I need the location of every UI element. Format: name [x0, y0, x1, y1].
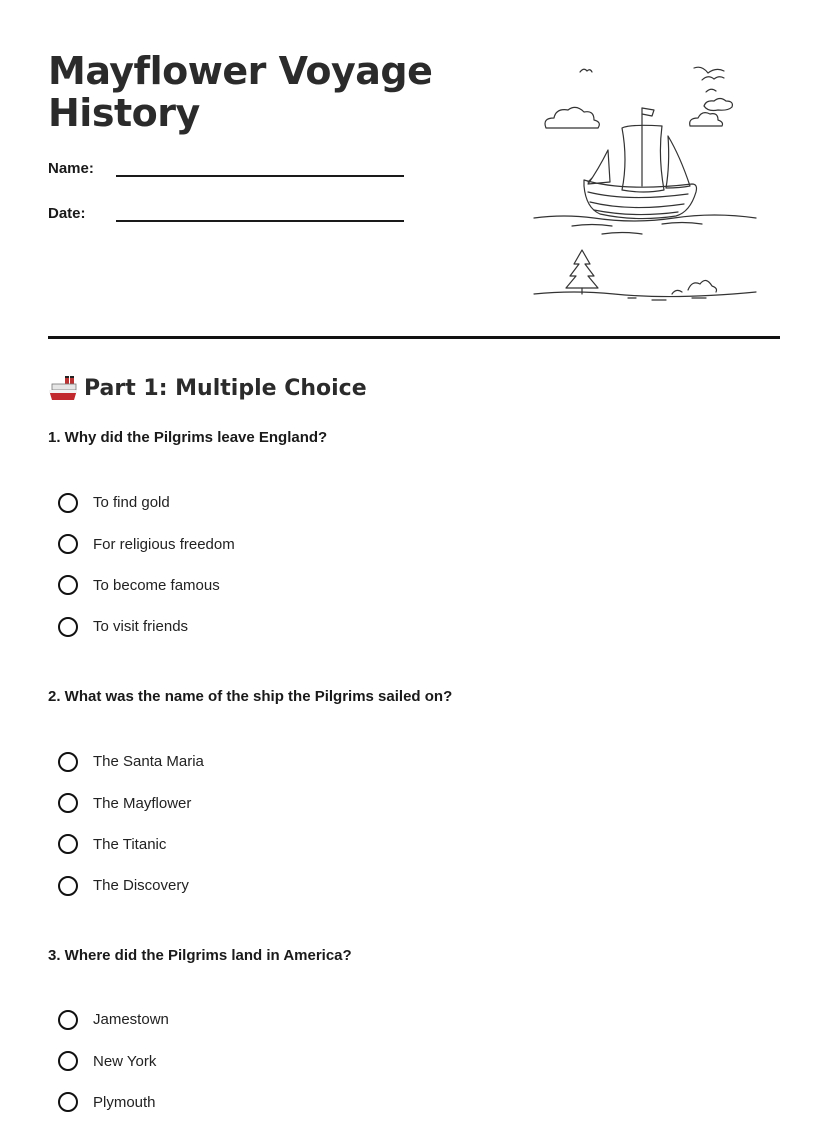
- answer-option[interactable]: [58, 1082, 169, 1123]
- mayflower-ship-illustration: [532, 58, 762, 308]
- question-2: 2. What was the name of the ship the Pilgrims sailed on?: [48, 688, 453, 705]
- answer-option[interactable]: [58, 741, 204, 782]
- name-field[interactable]: [48, 160, 404, 177]
- radio-button[interactable]: [58, 834, 78, 854]
- option-label: To visit friends: [93, 618, 189, 636]
- question-3: 3. Where did the Pilgrims land in America?: [48, 947, 352, 964]
- ship-hull: [584, 180, 697, 219]
- option-label: The Titanic: [93, 835, 167, 853]
- radio-button[interactable]: [58, 575, 78, 595]
- question-1-options: [58, 482, 235, 648]
- answer-option[interactable]: [58, 523, 235, 564]
- cloud-icon: [545, 99, 732, 129]
- bird-icon: [580, 67, 724, 92]
- ship-sails: [588, 108, 690, 192]
- option-label: New York: [93, 1052, 157, 1070]
- worksheet-title: Mayflower Voyage History: [48, 49, 433, 135]
- option-label: To find gold: [93, 494, 170, 512]
- radio-button[interactable]: [58, 534, 78, 554]
- question-1: 1. Why did the Pilgrims leave England?: [48, 429, 328, 446]
- option-label: Plymouth: [93, 1093, 156, 1111]
- name-line[interactable]: [116, 163, 404, 177]
- option-label: The Santa Maria: [93, 753, 204, 771]
- radio-button[interactable]: [58, 876, 78, 896]
- ship-icon: [48, 374, 78, 402]
- radio-button[interactable]: [58, 793, 78, 813]
- date-label: Date:: [48, 205, 86, 222]
- radio-button[interactable]: [58, 1051, 78, 1071]
- part1-heading: [48, 374, 367, 402]
- date-field[interactable]: [48, 205, 404, 222]
- waves: [534, 215, 756, 234]
- answer-option[interactable]: [58, 606, 235, 647]
- answer-option[interactable]: [58, 565, 235, 606]
- part1-title: Part 1: Multiple Choice: [84, 375, 367, 401]
- date-line[interactable]: [116, 208, 404, 222]
- name-label: Name:: [48, 160, 94, 177]
- answer-option[interactable]: [58, 999, 169, 1040]
- option-label: The Mayflower: [93, 794, 192, 812]
- radio-button[interactable]: [58, 752, 78, 772]
- question-3-options: [58, 999, 169, 1123]
- answer-option[interactable]: [58, 1040, 169, 1081]
- divider: [48, 336, 780, 339]
- radio-button[interactable]: [58, 493, 78, 513]
- answer-option[interactable]: [58, 824, 204, 865]
- answer-option[interactable]: [58, 865, 204, 906]
- worksheet-header: [48, 0, 780, 340]
- answer-option[interactable]: [58, 782, 204, 823]
- radio-button[interactable]: [58, 1092, 78, 1112]
- question-2-options: [58, 741, 204, 907]
- worksheet-page: [48, 0, 780, 1111]
- option-label: To become famous: [93, 576, 220, 594]
- shore: [534, 250, 756, 300]
- option-label: For religious freedom: [93, 535, 235, 553]
- answer-option[interactable]: [58, 482, 235, 523]
- option-label: The Discovery: [93, 877, 189, 895]
- radio-button[interactable]: [58, 617, 78, 637]
- radio-button[interactable]: [58, 1010, 78, 1030]
- option-label: Jamestown: [93, 1011, 169, 1029]
